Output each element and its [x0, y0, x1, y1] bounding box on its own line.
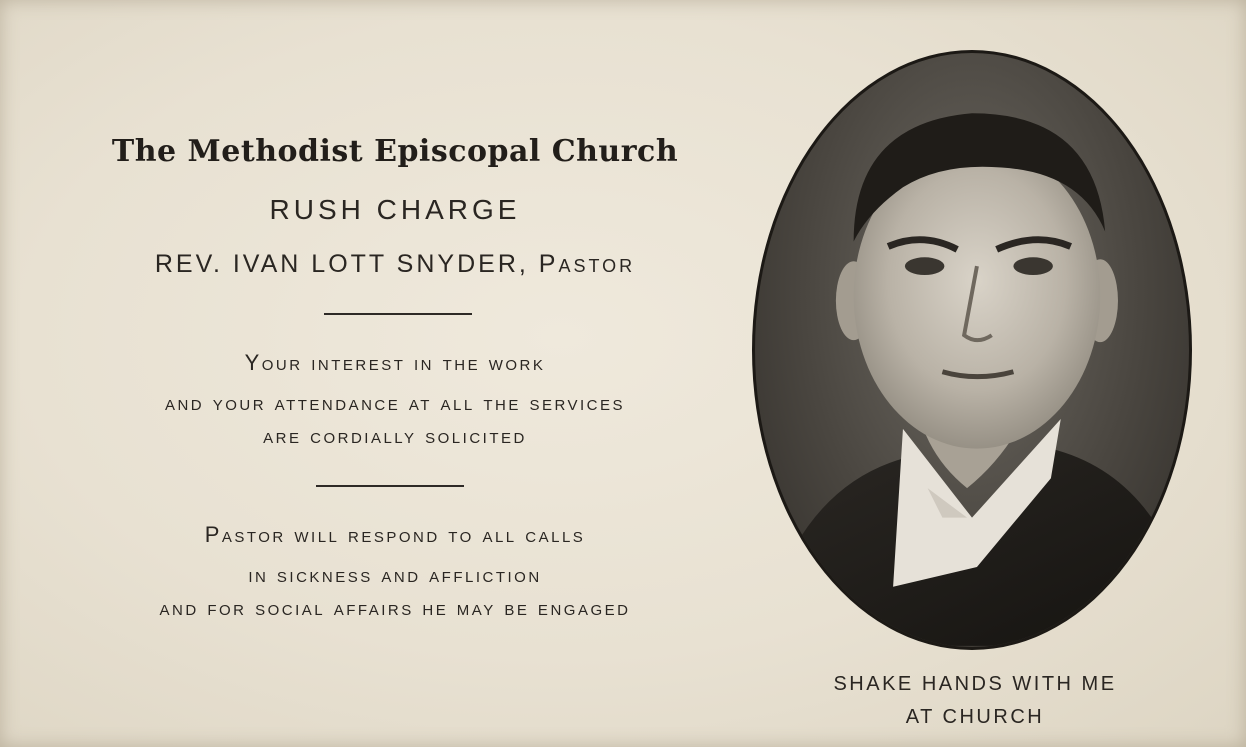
- divider-rule: [316, 485, 464, 487]
- pastoral-note-line: Pastor will respond to all calls: [204, 522, 586, 547]
- pastoral-note-line: in sickness and affliction: [248, 562, 542, 587]
- invitation-line: are cordially solicited: [263, 423, 527, 448]
- divider-rule: [324, 313, 472, 315]
- invitation-line: Your interest in the work: [244, 350, 546, 375]
- pastor-name: REV. IVAN LOTT SNYDER, Pastor: [154, 250, 636, 278]
- charge-name: RUSH CHARGE: [269, 194, 521, 225]
- man-portrait-photo-icon: [752, 50, 1192, 650]
- church-title: The Methodist Episcopal Church: [111, 134, 679, 169]
- pastoral-note-line: and for social affairs he may be engaged: [159, 595, 631, 620]
- portrait-illustration: [755, 53, 1189, 647]
- photo-caption-line: AT CHURCH: [905, 706, 1045, 728]
- invitation-line: and your attendance at all the services: [164, 390, 626, 415]
- photo-caption-line: SHAKE HANDS WITH ME: [833, 673, 1117, 695]
